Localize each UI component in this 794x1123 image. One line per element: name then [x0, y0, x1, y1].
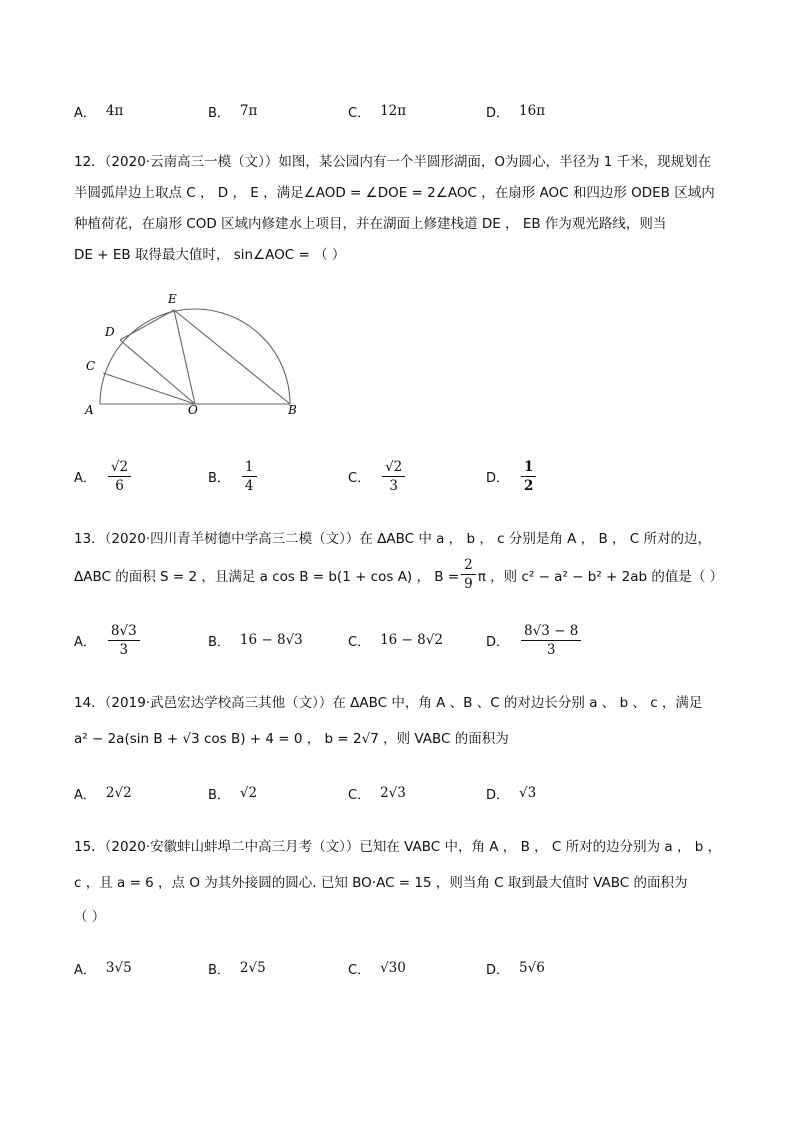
q11-options [74, 94, 774, 128]
q14-line-2: a² − 2a(sin B + √3 cos B) + 4 = 0 ， b = 2√7 ，则 VABC 的面积为 [74, 731, 509, 747]
q15-line-3: （ ） [74, 909, 106, 925]
q15-option-b[interactable]: B． 2√5 [208, 960, 266, 978]
q12-option-d[interactable]: D． $\frac{1}{2}$ [486, 456, 538, 496]
label-d: D [105, 325, 115, 339]
q15-line-2: c ，且 a = 6 ，点 O 为其外接圆的圆心. 已知 BO·AC = 15 ，则当角 C 取到最大值时 VABC 的面积为 [74, 875, 688, 891]
q12-line-4: DE + EB 取得最大值时， sin∠AOC = （ ） [74, 247, 346, 263]
semicircle-arc [100, 309, 290, 404]
q13-options [74, 620, 774, 660]
q13-line-2: ΔABC 的面积 S = 2 ，且满足 a cos B = b(1 + cos A) ， B = $\frac{2}{9}$ π ，则 c² − a² − b² + 2ab 的值是（ ） [74, 557, 724, 592]
q11-option-c[interactable]: C． 12π [348, 103, 407, 121]
q12-options [74, 456, 774, 496]
q11-option-a[interactable]: A． 4π [74, 103, 124, 121]
q13-option-a[interactable]: A． $\frac{8√3}{3}$ [74, 620, 142, 660]
label-c: C [86, 359, 96, 373]
semicircle-figure [80, 288, 310, 418]
q14-option-d[interactable]: D． √3 [486, 785, 537, 803]
label-b: B [288, 403, 297, 417]
label-o: O [188, 403, 198, 417]
q12-option-b[interactable]: B． $\frac{1}{4}$ [208, 456, 259, 496]
q12-line-3: 种植荷花，在扇形 COD 区域内修建水上项目，并在湖面上修建栈道 DE ， EB 作为观光路线，则当 [74, 216, 667, 232]
q14-option-c[interactable]: C． 2√3 [348, 785, 406, 803]
q12-line-2: 半圆弧岸边上取点 C ， D ， E ，满足∠AOD = ∠DOE = 2∠AOC ，在扇形 AOC 和四边形 ODEB 区域内 [74, 185, 715, 201]
q11-option-b[interactable]: B． 7π [208, 103, 258, 121]
q15-option-a[interactable]: A． 3√5 [74, 960, 132, 978]
q14-options [74, 776, 774, 810]
q12-line-1: 12．（2020·云南高三一模（文））如图，某公园内有一个半圆形湖面，O为圆心，半径为 1 千米，现规划在 [74, 154, 712, 170]
q13-b-fraction: $\frac{2}{9}$ [461, 556, 476, 593]
q14-option-b[interactable]: B． √2 [208, 785, 258, 803]
q13-line-1: 13．（2020·四川青羊树德中学高三二模（文））在 ΔABC 中 a ， b ， c 分别是角 A ， B ， C 所对的边， [74, 531, 712, 547]
segment-de [120, 310, 174, 340]
q15-line-1: 15．（2020·安徽蚌山蚌埠二中高三月考（文））已知在 VABC 中，角 A ， B ， C 所对的边分别为 a ， b ， [74, 839, 722, 855]
label-e: E [168, 292, 177, 306]
q13-option-c[interactable]: C． 16 − 8√2 [348, 632, 443, 650]
q15-option-d[interactable]: D． 5√6 [486, 960, 545, 978]
q12-option-a[interactable]: A． $\frac{√2}{6}$ [74, 456, 133, 496]
q14-line-1: 14．（2019·武邑宏达学校高三其他（文））在 ΔABC 中，角 A 、B 、C 的对边长分别 a 、 b 、 c ，满足 [74, 695, 703, 711]
q15-option-c[interactable]: C． √30 [348, 960, 406, 978]
q11-option-d[interactable]: D． 16π [486, 103, 546, 121]
segment-od [120, 340, 195, 404]
q14-option-a[interactable]: A． 2√2 [74, 785, 132, 803]
label-a: A [85, 403, 94, 417]
segment-oc [103, 373, 195, 404]
q15-options [74, 951, 774, 985]
q12-option-c[interactable]: C． $\frac{√2}{3}$ [348, 456, 407, 496]
q13-option-d[interactable]: D． $\frac{8√3 - 8}{3}$ [486, 620, 583, 660]
q13-option-b[interactable]: B． 16 − 8√3 [208, 632, 303, 650]
